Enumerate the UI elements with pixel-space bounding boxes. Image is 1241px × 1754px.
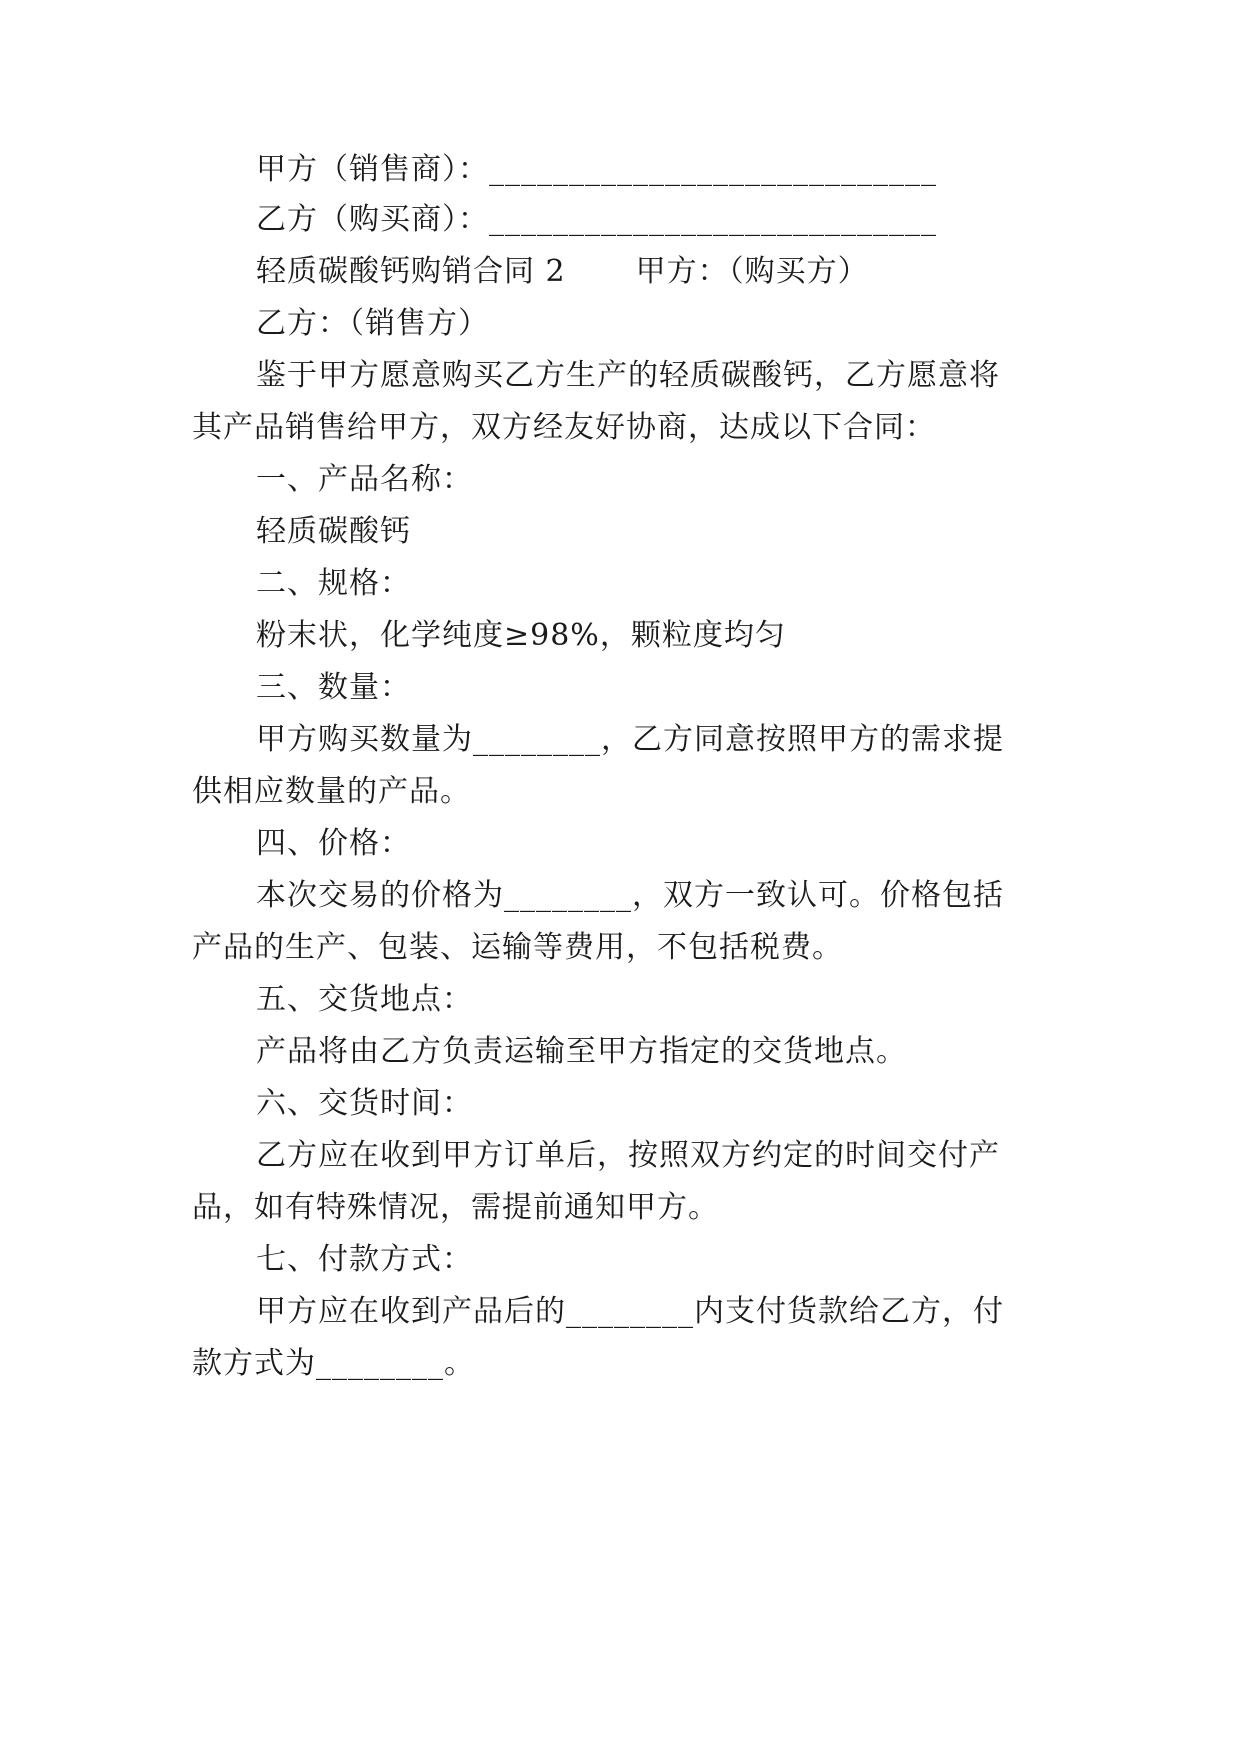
section-heading-delivery-place: 五、交货地点： (256, 982, 473, 1017)
section-text: 产品将由乙方负责运输至甲方指定的交货地点。 (256, 1034, 907, 1069)
section-text: 本次交易的价格为________，双方一致认可。价格包括 (256, 878, 1004, 913)
section-heading-price: 四、价格： (256, 826, 411, 861)
section-text: 甲方购买数量为________，乙方同意按照甲方的需求提 (256, 722, 1004, 757)
preamble-line-1: 鉴于甲方愿意购买乙方生产的轻质碳酸钙，乙方愿意将 (256, 358, 1000, 393)
section-text: 供相应数量的产品。 (192, 774, 471, 809)
party-b-buyer-line: 乙方（购买商）：____________________________ (256, 202, 937, 237)
section-text: 轻质碳酸钙 (256, 514, 411, 549)
contract2-title: 轻质碳酸钙购销合同 2 (256, 254, 566, 289)
section-heading-delivery-time: 六、交货时间： (256, 1086, 473, 1121)
contract2-party-b: 乙方：（销售方） (256, 306, 489, 341)
section-heading-product-name: 一、产品名称： (256, 462, 473, 497)
section-text: 产品的生产、包装、运输等费用，不包括税费。 (192, 930, 843, 965)
section-text: 品，如有特殊情况，需提前通知甲方。 (192, 1190, 719, 1225)
contract2-header-line (256, 252, 1062, 292)
section-text: 款方式为________。 (192, 1346, 475, 1381)
section-heading-payment: 七、付款方式： (256, 1242, 473, 1277)
section-text: 粉末状，化学纯度≥98%，颗粒度均匀 (256, 618, 786, 653)
section-heading-quantity: 三、数量： (256, 670, 411, 705)
section-text: 乙方应在收到甲方订单后，按照双方约定的时间交付产 (256, 1138, 1000, 1173)
preamble-line-2: 其产品销售给甲方，双方经友好协商，达成以下合同： (192, 410, 936, 445)
section-text: 甲方应在收到产品后的________内支付货款给乙方，付 (256, 1294, 1004, 1329)
section-heading-spec: 二、规格： (256, 566, 411, 601)
contract2-party-a: 甲方：（购买方） (635, 254, 869, 289)
party-a-seller-line: 甲方（销售商）：____________________________ (256, 152, 937, 187)
